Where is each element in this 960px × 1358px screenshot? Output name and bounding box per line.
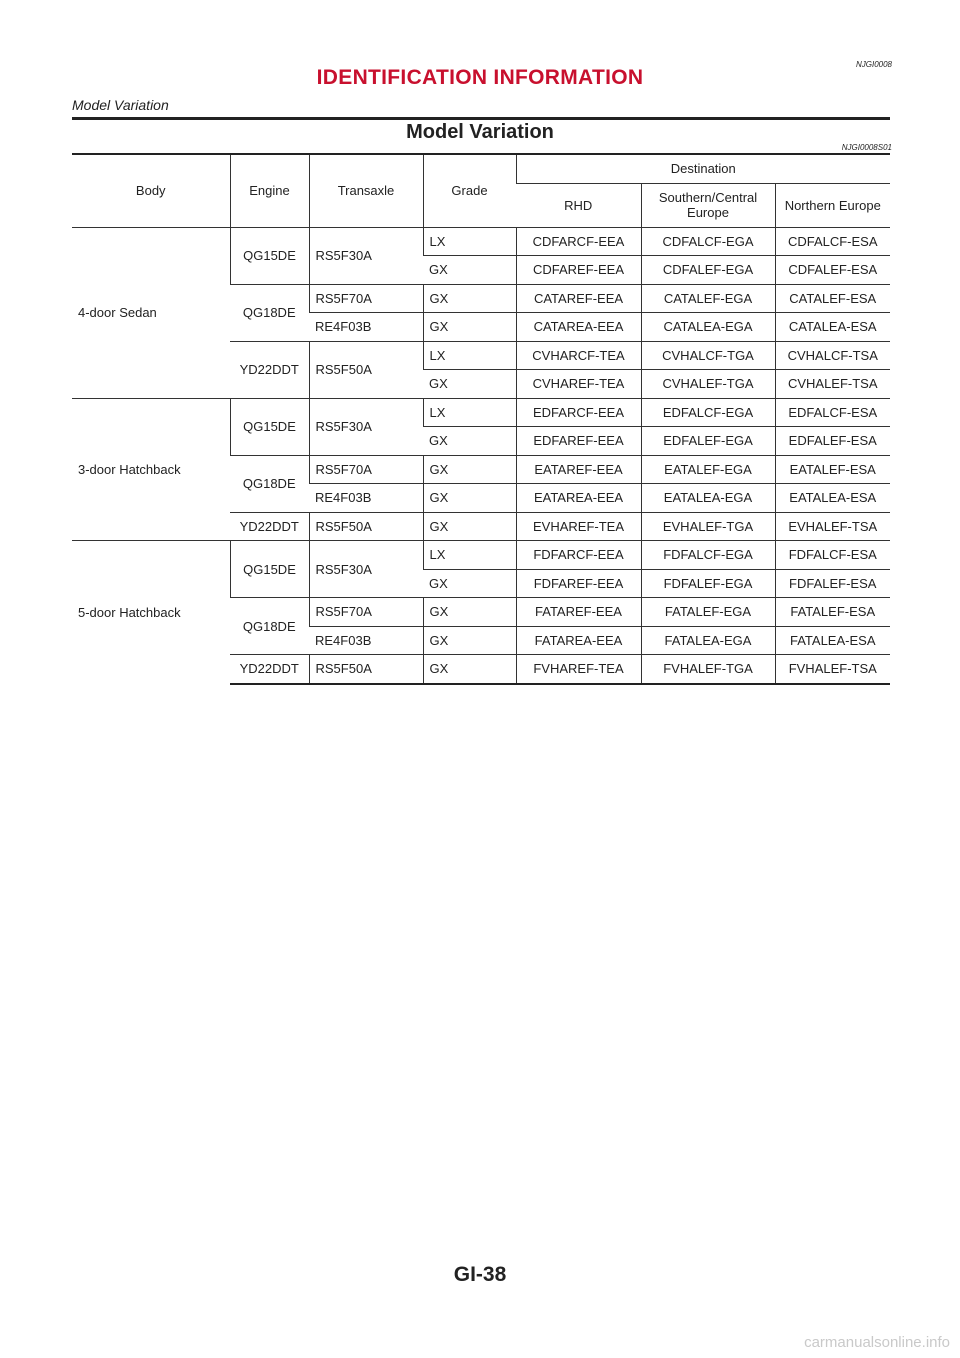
col-header-destination: Destination	[516, 155, 890, 183]
southern-central-cell: EDFALEF-EGA	[641, 427, 775, 456]
transaxle-cell: RS5F30A	[309, 398, 423, 455]
table-row	[72, 398, 890, 427]
transaxle-cell: RE4F03B	[309, 313, 423, 342]
grade-cell: GX	[423, 484, 516, 513]
southern-central-cell: EDFALCF-EGA	[641, 398, 775, 427]
northern-europe-cell: EATALEF-ESA	[775, 455, 890, 484]
grade-cell: LX	[423, 341, 516, 370]
engine-cell: YD22DDT	[230, 655, 309, 684]
southern-central-line2: Europe	[687, 205, 729, 220]
grade-cell: GX	[423, 427, 516, 456]
grade-cell: GX	[423, 455, 516, 484]
col-header-rhd: RHD	[516, 183, 641, 227]
grade-cell: GX	[423, 256, 516, 285]
page-number: GI-38	[453, 1263, 507, 1286]
transaxle-cell: RE4F03B	[309, 484, 423, 513]
transaxle-cell: RS5F50A	[309, 512, 423, 541]
rhd-cell: CDFAREF-EEA	[516, 256, 641, 285]
body-cell: 4-door Sedan	[72, 227, 230, 398]
doc-code: NJGI0008	[855, 60, 892, 69]
rhd-cell: FDFARCF-EEA	[516, 541, 641, 570]
engine-cell: QG18DE	[230, 598, 309, 655]
engine-cell: QG18DE	[230, 284, 309, 341]
transaxle-cell: RS5F70A	[309, 598, 423, 627]
southern-central-cell: CDFALCF-EGA	[641, 227, 775, 256]
grade-cell: GX	[423, 512, 516, 541]
rhd-cell: CATAREA-EEA	[516, 313, 641, 342]
engine-cell: QG15DE	[230, 541, 309, 598]
northern-europe-cell: EDFALEF-ESA	[775, 427, 890, 456]
southern-central-cell: FATALEA-EGA	[641, 626, 775, 655]
northern-europe-cell: CATALEA-ESA	[775, 313, 890, 342]
watermark: carmanualsonline.info	[804, 1334, 950, 1351]
engine-cell: QG15DE	[230, 227, 309, 284]
transaxle-cell: RS5F70A	[309, 455, 423, 484]
transaxle-cell: RS5F30A	[309, 227, 423, 284]
grade-cell: LX	[423, 398, 516, 427]
grade-cell: GX	[423, 598, 516, 627]
southern-central-line1: Southern/Central	[658, 190, 758, 205]
southern-central-cell: CVHALCF-TGA	[641, 341, 775, 370]
body-cell: 3-door Hatchback	[72, 398, 230, 541]
northern-europe-cell: CATALEF-ESA	[775, 284, 890, 313]
col-header-southern-central	[641, 183, 775, 227]
northern-europe-cell: EATALEA-ESA	[775, 484, 890, 513]
northern-europe-cell: CDFALCF-ESA	[775, 227, 890, 256]
southern-central-cell: FVHALEF-TGA	[641, 655, 775, 684]
southern-central-cell: FATALEF-EGA	[641, 598, 775, 627]
engine-cell: YD22DDT	[230, 341, 309, 398]
rhd-cell: FDFAREF-EEA	[516, 569, 641, 598]
rhd-cell: FATAREA-EEA	[516, 626, 641, 655]
northern-europe-cell: FVHALEF-TSA	[775, 655, 890, 684]
northern-europe-cell: CVHALEF-TSA	[775, 370, 890, 399]
rhd-cell: EDFARCF-EEA	[516, 398, 641, 427]
rhd-cell: EVHAREF-TEA	[516, 512, 641, 541]
southern-central-cell: CATALEA-EGA	[641, 313, 775, 342]
northern-europe-cell: FATALEF-ESA	[775, 598, 890, 627]
transaxle-cell: RE4F03B	[309, 626, 423, 655]
northern-europe-cell: EVHALEF-TSA	[775, 512, 890, 541]
body-cell: 5-door Hatchback	[72, 541, 230, 684]
transaxle-cell: RS5F30A	[309, 541, 423, 598]
engine-cell: QG15DE	[230, 398, 309, 455]
rhd-cell: EATAREA-EEA	[516, 484, 641, 513]
southern-central-cell: CDFALEF-EGA	[641, 256, 775, 285]
header-divider	[72, 117, 890, 120]
col-header-body: Body	[135, 183, 166, 199]
engine-cell: QG18DE	[230, 455, 309, 512]
rhd-cell: CDFARCF-EEA	[516, 227, 641, 256]
section-title: IDENTIFICATION INFORMATION	[316, 66, 644, 89]
col-header-grade: Grade	[423, 155, 516, 227]
southern-central-cell: EVHALEF-TGA	[641, 512, 775, 541]
grade-cell: GX	[423, 569, 516, 598]
rhd-cell: CVHAREF-TEA	[516, 370, 641, 399]
northern-europe-cell: CDFALEF-ESA	[775, 256, 890, 285]
northern-europe-cell: CVHALCF-TSA	[775, 341, 890, 370]
grade-cell: GX	[423, 655, 516, 684]
table-header-row	[72, 155, 890, 183]
southern-central-cell: EATALEA-EGA	[641, 484, 775, 513]
col-header-northern-europe: Northern Europe	[775, 183, 890, 227]
table-row	[72, 541, 890, 570]
transaxle-cell: RS5F50A	[309, 341, 423, 398]
transaxle-cell: RS5F70A	[309, 284, 423, 313]
table-row	[72, 227, 890, 256]
section-subtitle: Model Variation	[72, 97, 169, 113]
col-header-transaxle: Transaxle	[309, 155, 423, 227]
southern-central-cell: FDFALEF-EGA	[641, 569, 775, 598]
rhd-cell: EATAREF-EEA	[516, 455, 641, 484]
grade-cell: LX	[423, 541, 516, 570]
heading-code: NJGI0008S01	[841, 143, 892, 152]
transaxle-cell: RS5F50A	[309, 655, 423, 684]
rhd-cell: FATAREF-EEA	[516, 598, 641, 627]
grade-cell: GX	[423, 626, 516, 655]
engine-cell: YD22DDT	[230, 512, 309, 541]
col-header-engine: Engine	[230, 155, 309, 227]
southern-central-cell: CVHALEF-TGA	[641, 370, 775, 399]
rhd-cell: CVHARCF-TEA	[516, 341, 641, 370]
grade-cell: LX	[423, 227, 516, 256]
northern-europe-cell: FATALEA-ESA	[775, 626, 890, 655]
grade-cell: GX	[423, 313, 516, 342]
grade-cell: GX	[423, 284, 516, 313]
southern-central-cell: EATALEF-EGA	[641, 455, 775, 484]
northern-europe-cell: FDFALEF-ESA	[775, 569, 890, 598]
northern-europe-cell: FDFALCF-ESA	[775, 541, 890, 570]
rhd-cell: CATAREF-EEA	[516, 284, 641, 313]
model-variation-table	[72, 155, 890, 685]
southern-central-cell: FDFALCF-EGA	[641, 541, 775, 570]
rhd-cell: EDFAREF-EEA	[516, 427, 641, 456]
page-title: Model Variation	[406, 121, 554, 143]
southern-central-cell: CATALEF-EGA	[641, 284, 775, 313]
rhd-cell: FVHAREF-TEA	[516, 655, 641, 684]
northern-europe-cell: EDFALCF-ESA	[775, 398, 890, 427]
grade-cell: GX	[423, 370, 516, 399]
